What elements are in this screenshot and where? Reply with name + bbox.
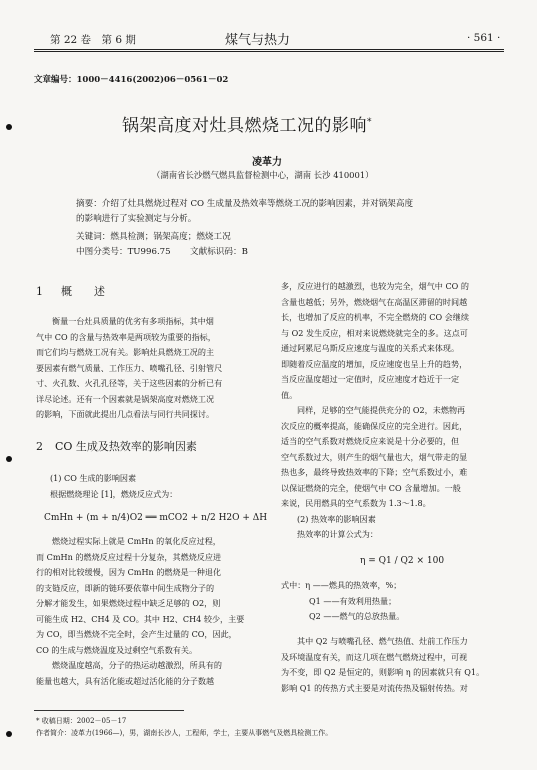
text-line: 而 CmHn 的燃烧反应过程十分复杂，其燃烧反应进	[36, 551, 222, 562]
text-line: CO 的生成与燃烧温度及过剩空气系数有关。	[36, 644, 198, 655]
affiliation: （湖南省长沙燃气燃具监督检测中心，湖南 长沙 410001）	[152, 170, 374, 180]
journal-name: 煤气与热力	[225, 33, 291, 48]
text-line: 次反应的概率提高，能确保反应的完全进行。因此，	[281, 420, 468, 431]
article-number: 文章编号：1000－4416(2002)06－0561－02	[34, 75, 229, 85]
section-title: 概 述	[61, 285, 105, 298]
text-line: 为 CO，即当燃烧不完全时，会产生过量的 CO，因此，	[36, 629, 237, 639]
title-footnote-mark: *	[367, 117, 372, 128]
text-line: 详尽论述。还有一个因素就是锅架高度对燃烧工况	[36, 393, 215, 404]
text-line: 同样，足够的空气能提供充分的 O2，未燃物再	[297, 405, 466, 415]
definition-line: Q1 ——有效利用热量；	[309, 595, 397, 606]
text-line: 及环境温度有关，而这几项在燃气燃烧过程中，可视	[281, 651, 468, 662]
author: 凌革力	[252, 157, 282, 168]
page-title	[122, 111, 372, 136]
text-line: 热也多，最终导致热效率的下降；空气系数过小，难	[281, 467, 468, 477]
text-line: 的支链反应，即新的链环要依靠中间生成物分子的	[36, 582, 215, 593]
header-rule	[34, 49, 504, 50]
text-line: 以保证燃烧的完全，使烟气中 CO 含量增加。一般	[281, 482, 461, 493]
text-line: 其中 Q2 与喷嘴孔径、燃气热值、灶前工作压力	[297, 636, 468, 646]
text-line: 为不变，即 Q2 是恒定的，则影响 η 的因素就只有 Q1。	[281, 667, 485, 677]
text-line: 根据燃烧理论 [1]，燃烧反应式为：	[50, 488, 178, 499]
text-line: 而它们均与燃烧工况有关。影响灶具燃烧工况的主	[36, 347, 215, 357]
doc-code: 文献标识码：B	[190, 247, 248, 257]
text-line: 影响 Q1 的传热方式主要是对流传热及辐射传热。对	[281, 682, 468, 693]
text-line: 当反应温度超过一定值时，反应速度才趋近于一定	[281, 374, 460, 384]
footnote-author-bio: 作者简介：凌革力(1966—)，男，湖南长沙人，工程师，学士，主要从事燃气及燃具检测工作。	[36, 729, 333, 737]
equation-2: η = Q1 / Q2 × 100	[360, 556, 445, 566]
text-line: 长，也增加了反应的机率，不完全燃烧的 CO 会继续	[281, 312, 469, 322]
section-2-heading	[36, 438, 197, 454]
section-number: 1	[36, 285, 43, 298]
issue-info: 第 22 卷 第 6 期	[50, 34, 136, 46]
footnote-received: * 收稿日期：2002－05－17	[36, 717, 127, 725]
section-2-body	[36, 534, 268, 689]
text-line: 多，反应进行的越激烈，也较为完全，烟气中 CO 的	[281, 281, 469, 291]
text-line: 燃烧过程实际上就是 CmHn 的氧化反应过程，	[52, 536, 221, 546]
text-line: 值。	[281, 389, 298, 400]
definition-line: 式中：η ——燃具的热效率，%；	[281, 580, 402, 590]
definition-line: Q2 ——燃气的总放热量。	[309, 611, 405, 621]
text-line: 燃烧温度越高，分子的热运动越激烈，所具有的	[52, 660, 222, 670]
section-1-body	[36, 314, 268, 423]
text-line: 行的相对比较缓慢，因为 CmHn 的燃烧是一种退化	[36, 567, 222, 577]
text-line: 空气系数过大，则产生的烟气量也大，烟气带走的显	[281, 451, 468, 462]
equation-2-definitions	[281, 578, 507, 625]
subsection-title: (2) 热效率的影响因素	[297, 513, 376, 524]
text-line: 即随着反应温度的增加，反应速度也呈上升的趋势，	[281, 358, 468, 369]
text-line: 分解才能发生，如果燃烧过程中缺乏足够的 O2，则	[36, 598, 221, 608]
classification: 中图分类号：TU996.75	[76, 247, 171, 257]
text-line: 通过阿累尼乌斯反应速度与温度的关系式来体现。	[281, 343, 460, 353]
text-line: 可能生成 H2、CH4 及 CO。其中 H2、CH4 较少，主要	[36, 613, 245, 624]
text-line: 与 O2 发生反应，相对来说燃烧就完全的多。这点可	[281, 327, 468, 338]
margin-hole-mark	[6, 731, 12, 737]
text-line: 来说，民用燃具的空气系数为 1.3～1.8。	[281, 498, 431, 508]
text-line: 寸、火孔数、火孔孔径等，关于这些因素的分析已有	[36, 378, 223, 388]
right-column-bottom	[281, 634, 507, 696]
section-title: CO 生成及热效率的影响因素	[55, 440, 197, 453]
subsection-1	[50, 471, 270, 502]
keywords: 关键词：燃具检测；锅架高度；燃烧工况	[76, 232, 231, 242]
equation-1: CmHn + (m + n/4)O2 ══ mCO2 + n/2 H2O + ΔH	[44, 513, 268, 523]
title-text: 锅架高度对灶具燃烧工况的影响	[122, 116, 367, 136]
abstract-line: 的影响进行了实验测定与分析。	[76, 214, 197, 224]
text-line: 能量也越大，具有活化能或超过活化能的分子数越	[36, 675, 215, 686]
text-line: 衡量一台灶具质量的优劣有多项指标，其中烟	[52, 316, 214, 326]
text-line: 含量也越低；另外，燃烧烟气在高温区滞留的时间越	[281, 296, 468, 307]
header-rule-thin	[34, 51, 504, 52]
text-line: 热效率的计算公式为：	[297, 529, 378, 539]
right-column-top	[281, 279, 507, 543]
footnote-rule	[34, 710, 184, 711]
page-number: · 561 ·	[467, 32, 501, 44]
text-line: 气中 CO 的含量与热效率是两项较为重要的指标，	[36, 331, 216, 342]
margin-hole-mark	[6, 456, 12, 462]
section-1-heading	[36, 283, 105, 299]
text-line: 适当的空气系数对燃烧反应来说是十分必要的，但	[281, 436, 460, 446]
margin-hole-mark	[6, 124, 12, 130]
section-number: 2	[36, 440, 43, 453]
subsection-title: (1) CO 生成的影响因素	[50, 473, 137, 483]
text-line: 的影响，下面就此提出几点看法与同行共同探讨。	[36, 409, 215, 419]
text-line: 要因素有燃气质量、工作压力、喷嘴孔径、引射管尺	[36, 362, 223, 373]
abstract-line: 摘要：介绍了灶具燃烧过程对 CO 生成量及热效率等燃烧工况的影响因素，并对锅架高度	[76, 199, 414, 209]
